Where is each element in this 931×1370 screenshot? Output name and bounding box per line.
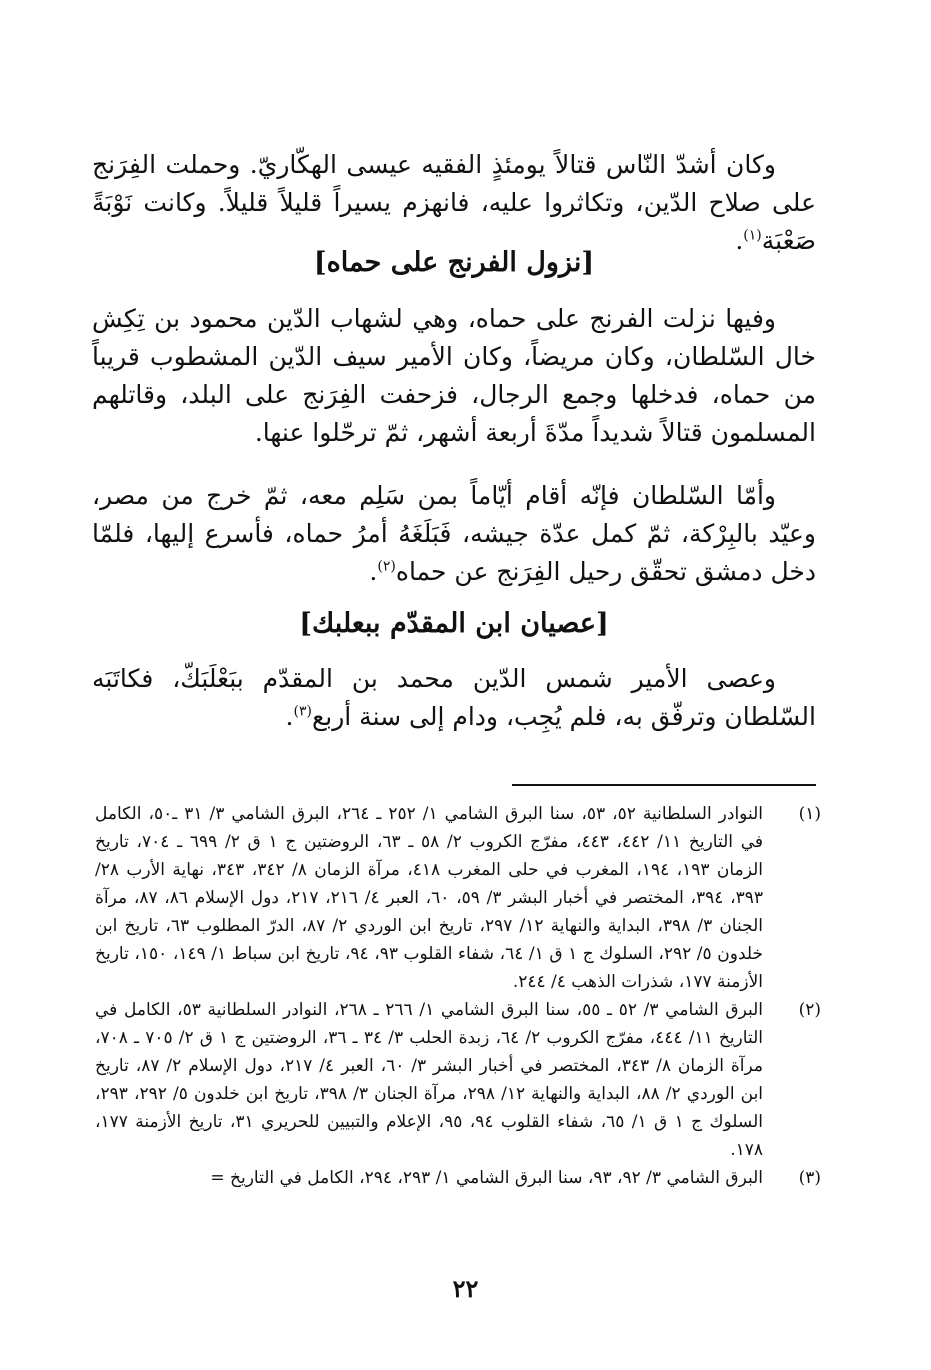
footnote-ref-2[interactable]: (٢)	[377, 558, 396, 575]
footnote-text: البرق الشامي ٣/ ٥٢ ـ ٥٥، سنا البرق الشامي ١/ ٢٦٦ ـ ٢٦٨، النوادر السلطانية ٥٣، الكامل في التاريخ ١١/ ٤٤٤، مفرّج الكروب ٢/ ٦٤، زبدة الحلب ٣/ ٣٤ ـ ٣٦، الروضتين ج ١ ق ٢/ ٧٠٥ ـ ٧٠٨، مرآة الزمان ٨/ ٣٤٣، المختصر في أخبار البشر ٣/ ٦٠، العبر ٤/ ٢١٧، دول الإسلام ٢/ ٨٧، تاريخ ابن الوردي ٢/ ٨٨، البداية والنهاية ١٢/ ٢٩٨، مرآة الجنان ٣/ ٣٩٨، تاريخ ابن خلدون ٥/ ٢٩٢، ٢٩٣، السلوك ج ١ ق ١/ ٦٥، شفاء القلوب ٩٤، ٩٥، الإعلام والتبيين للحريري ٣١، تاريخ الأزمنة ١٧٧، ١٧٨.	[95, 1000, 764, 1160]
footnotes	[95, 800, 821, 1192]
footnote-number: (٣)	[798, 1168, 821, 1188]
paragraph-3-end: .	[369, 557, 378, 586]
paragraph-4-text: وعصى الأمير شمس الدّين محمد بن المقدّم ببَعْلَبَكّ، فكاتَبَه السّلطان وترفّق به، فلم يُجِب، ودام إلى سنة أربع	[92, 664, 816, 731]
paragraph-3-text: وأمّا السّلطان فإنّه أقام أيّاماً بمن سَلِم معه، ثمّ خرج من مصر، وعيّد بالبِرْكة، ثمّ كمل عدّة جيشه، فَبَلَغَهُ أمرُ حماه، فأسرع إليها، فلمّا دخل دمشق تحقّق رحيل الفِرَنج عن حماه	[92, 481, 816, 586]
footnote-text: النوادر السلطانية ٥٢، ٥٣، سنا البرق الشامي ١/ ٢٥٢ ـ ٢٦٤، البرق الشامي ٣/ ٣١ ـ٥٠، الكامل في التاريخ ١١/ ٤٤٢، ٤٤٣، مفرّج الكروب ٢/ ٥٨ ـ ٦٣، الروضتين ج ١ ق ٢/ ٦٩٩ ـ ٧٠٤، تاريخ الزمان ١٩٣، ١٩٤، المغرب في حلى المغرب ٤١٨، مرآة الزمان ٨/ ٣٤٢، ٣٤٣، نهاية الأرب ٢٨/ ٣٩٣، ٣٩٤، المختصر في أخبار البشر ٣/ ٥٩، ٦٠، العبر ٤/ ٢١٦، ٢١٧، دول الإسلام ٨٦، ٨٧، مرآة الجنان ٣/ ٣٩٨، البداية والنهاية ١٢/ ٢٩٧، تاريخ ابن الوردي ٢/ ٨٧، الدرّ المطلوب ٦٣، تاريخ ابن خلدون ٥/ ٢٩٢، السلوك ج ١ ق ١/ ٦٤، شفاء القلوب ٩٣، ٩٤، تاريخ ابن سباط ١/ ١٤٩، ١٥٠، تاريخ الأزمنة ١٧٧، شذرات الذهب ٤/ ٢٤٤.	[95, 804, 764, 992]
paragraph-3	[92, 477, 816, 591]
section-heading-2: [عصيان ابن المقدّم ببعلبك]	[299, 608, 609, 639]
footnote-2	[95, 996, 821, 1164]
paragraph-1-text: وكان أشدّ النّاس قتالاً يومئذٍ الفقيه عيسى الهكّاريّ. وحملت الفِرَنج على صلاح الدّين، وتكاثروا عليه، فانهزم يسيراً قليلاً قليلاً. وكانت نَوْبَةً صَعْبَة	[92, 150, 816, 255]
footnote-divider	[512, 784, 816, 786]
paragraph-1	[92, 146, 816, 260]
footnote-number: (٢)	[798, 1000, 821, 1020]
footnote-3	[95, 1164, 821, 1192]
footnote-ref-3[interactable]: (٣)	[293, 703, 312, 720]
paragraph-2	[92, 300, 816, 452]
paragraph-2-text: وفيها نزلت الفرنج على حماه، وهي لشهاب الدّين محمود بن تِكِش خال السّلطان، وكان مريضاً، وكان الأمير سيف الدّين المشطوب قريباً من حماه، فدخلها وجمع الرجال، فزحفت الفِرَنج على البلد، وقاتلهم المسلمون قتالاً شديداً مدّةَ أربعة أشهر، ثمّ ترحّلوا عنها.	[92, 304, 816, 447]
section-heading-1: [نزول الفرنج على حماه]	[313, 247, 595, 278]
footnote-1	[95, 800, 821, 996]
footnote-number: (١)	[798, 804, 821, 824]
paragraph-4	[92, 660, 816, 736]
paragraph-4-end: .	[285, 702, 294, 731]
footnote-ref-1[interactable]: (١)	[743, 227, 762, 244]
paragraph-1-end: .	[735, 226, 744, 255]
footnote-text: البرق الشامي ٣/ ٩٢، ٩٣، سنا البرق الشامي ١/ ٢٩٣، ٢٩٤، الكامل في التاريخ =	[210, 1168, 763, 1188]
page-number: ٢٢	[452, 1274, 479, 1303]
